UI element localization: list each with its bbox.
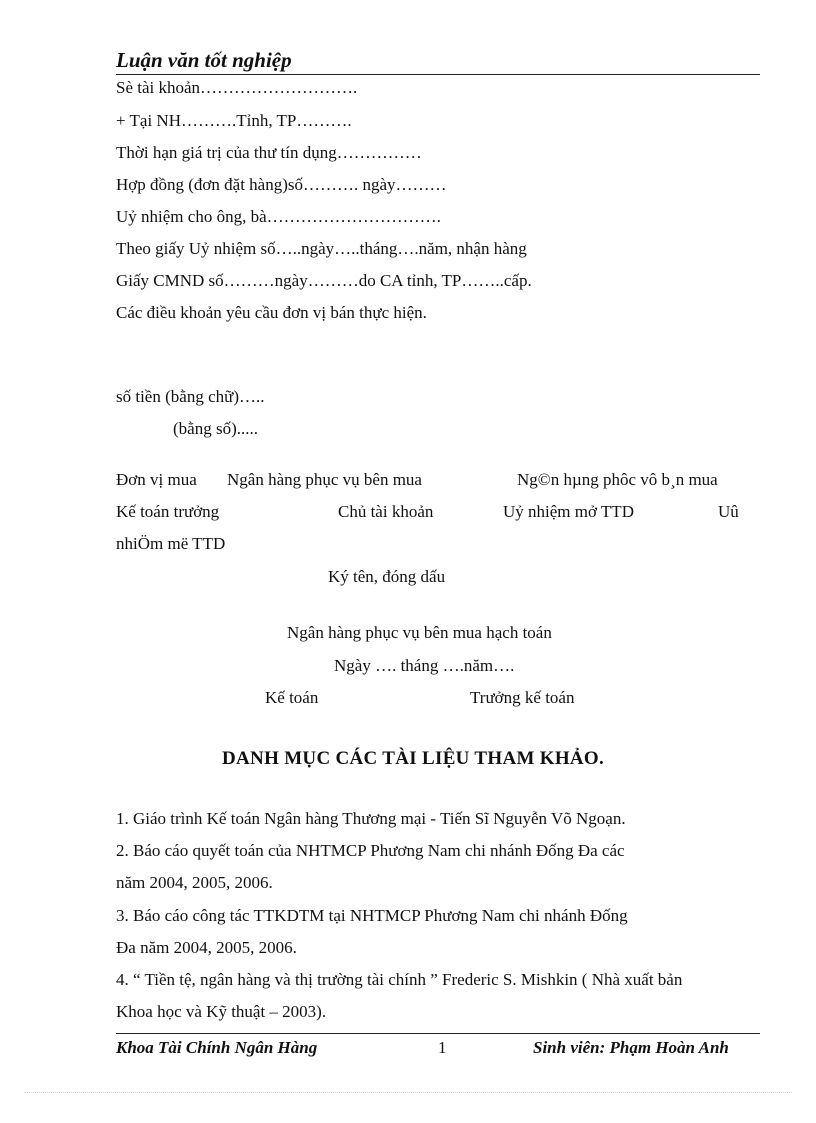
reference-item-cont: Khoa học và Kỹ thuật – 2003). (116, 1002, 327, 1021)
page-number: 1 (438, 1038, 447, 1057)
form-line-account: Sè tài khoản………………………. (116, 78, 358, 97)
footer-faculty: Khoa Tài Chính Ngân Hàng (116, 1038, 318, 1057)
form-line-terms: Các điều khoản yêu cầu đơn vị bán thực hiện. (116, 303, 427, 322)
form-line-contract: Hợp đồng (đơn đặt hàng)số………. ngày……… (116, 175, 447, 194)
accounting-title: Ngân hàng phục vụ bên mua hạch toán (287, 623, 552, 642)
page-bottom-border (24, 1092, 792, 1093)
accounting-accountant: Kế toán (265, 688, 319, 707)
reference-item: 4. “ Tiền tệ, ngân hàng và thị trường tài chính ” Frederic S. Mishkin ( Nhà xuất bản (116, 970, 683, 989)
sign-and-stamp-note: Ký tên, đóng dấu (328, 567, 446, 586)
form-line-bank: + Tại NH……….Tỉnh, TP………. (116, 111, 352, 130)
amount-in-digits: (bằng số)..... (173, 419, 258, 438)
signer-account-holder: Chủ tài khoản (338, 502, 434, 521)
signer-ttd-authorized: Uỷ nhiệm mở TTD (503, 502, 634, 521)
signer-chief-accountant: Kế toán trưởng (116, 502, 220, 521)
reference-item: 1. Giáo trình Kế toán Ngân hàng Thương mại - Tiến Sĩ Nguyễn Võ Ngoạn. (116, 809, 626, 828)
signer-seller-bank: Ng©n hµng phôc vô b¸n mua (517, 470, 718, 489)
header-rule (116, 74, 760, 75)
form-line-validity: Thời hạn giá trị của thư tín dụng…………… (116, 143, 422, 162)
footer-rule (116, 1033, 760, 1034)
page-header-title: Luận văn tốt nghiệp (116, 48, 292, 72)
amount-in-words: số tiền (bằng chữ)….. (116, 387, 265, 406)
signer-ttd-authorized-2-wrap: nhiÖm më TTD (116, 534, 226, 553)
form-line-id-card: Giấy CMND số………ngày………do CA tỉnh, TP……..cấp. (116, 271, 532, 290)
signer-buyer-bank: Ngân hàng phục vụ bên mua (227, 470, 422, 489)
footer-student: Sinh viên: Phạm Hoàn Anh (533, 1038, 729, 1057)
accounting-chief: Trưởng kế toán (470, 688, 575, 707)
reference-item-cont: năm 2004, 2005, 2006. (116, 873, 273, 892)
reference-item: 3. Báo cáo công tác TTKDTM tại NHTMCP Phương Nam chi nhánh Đống (116, 906, 628, 925)
accounting-date: Ngày …. tháng ….năm…. (334, 656, 515, 675)
signer-buyer-unit: Đơn vị mua (116, 470, 197, 489)
reference-item: 2. Báo cáo quyết toán của NHTMCP Phương Nam chi nhánh Đống Đa các (116, 841, 625, 860)
form-line-authorization-doc: Theo giấy Uỷ nhiệm số…..ngày…..tháng….năm, nhận hàng (116, 239, 527, 258)
form-line-authorized-person: Uỷ nhiệm cho ông, bà…………………………. (116, 207, 441, 226)
references-heading: DANH MỤC CÁC TÀI LIỆU THAM KHẢO. (222, 748, 605, 769)
reference-item-cont: Đa năm 2004, 2005, 2006. (116, 938, 297, 957)
signer-ttd-authorized-2: Uû (718, 502, 739, 521)
